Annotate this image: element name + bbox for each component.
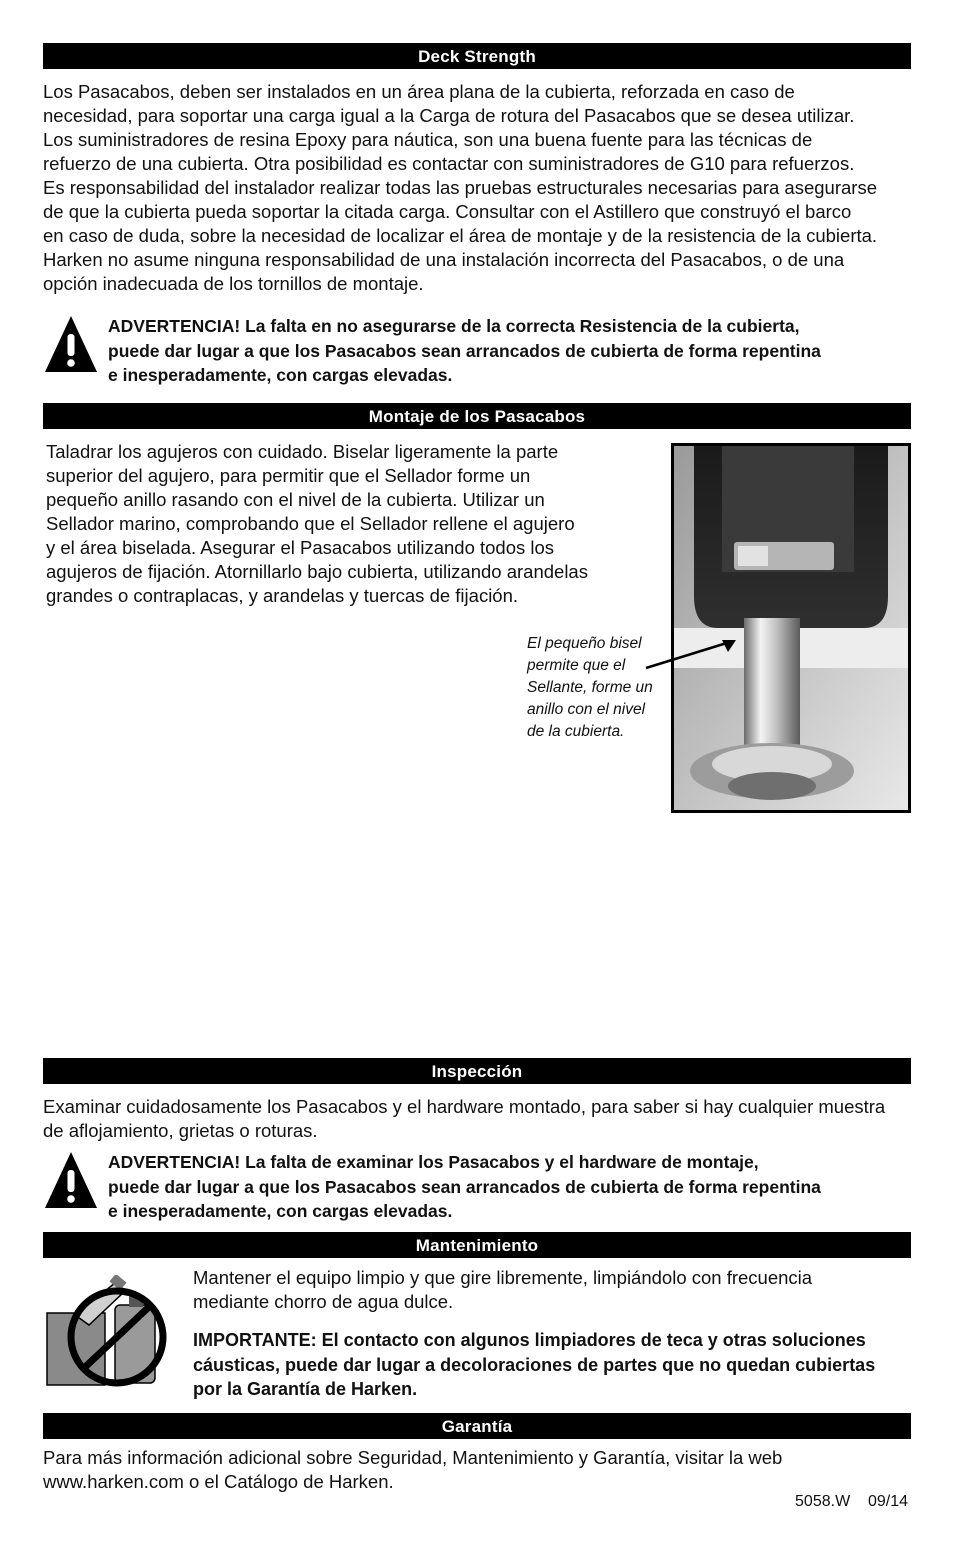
text-line: pequeño anillo rasando con el nivel de la cubierta. Utilizar un — [46, 489, 545, 510]
text-line: Los Pasacabos, deben ser instalados en un área plana de la cubierta, reforzada en caso de — [43, 81, 795, 102]
text-line: refuerzo de una cubierta. Otra posibilidad es contactar con suministradores de G10 para refuerzos. — [43, 153, 855, 174]
photo-caption — [527, 633, 677, 743]
photo-illustration — [674, 446, 908, 810]
montaje-paragraph — [46, 440, 646, 608]
mantenimiento-paragraph — [193, 1266, 911, 1314]
text-line: de que la cubierta pueda soportar la citada carga. Consultar con el Astillero que construyó el barco — [43, 201, 852, 222]
warning-line: ADVERTENCIA! La falta en no asegurarse de la correcta Resistencia de la cubierta, — [108, 316, 800, 336]
text-line: Es responsabilidad del instalador realizar todas las pruebas estructurales necesarias para asegurarse — [43, 177, 877, 198]
text-line: mediante chorro de agua dulce. — [193, 1291, 454, 1312]
garantia-paragraph — [43, 1446, 911, 1494]
text-line: Los suministradores de resina Epoxy para náutica, son una buena fuente para las técnicas de — [43, 129, 813, 150]
warning-line: puede dar lugar a que los Pasacabos sean arrancados de cubierta de forma repentina — [108, 1176, 821, 1197]
important-notice — [193, 1328, 911, 1402]
text-line: de aflojamiento, grietas o roturas. — [43, 1120, 318, 1141]
text-line: Harken no asume ninguna responsabilidad de una instalación incorrecta del Pasacabos, o de una — [43, 249, 845, 270]
text-line: grandes o contraplacas, y arandelas y tuercas de fijación. — [46, 585, 519, 606]
warning-triangle-icon — [43, 1150, 99, 1210]
important-line: cáusticas, puede dar lugar a decoloraciones de partes que no quedan cubiertas — [193, 1354, 876, 1375]
text-line: necesidad, para soportar una carga igual a la Carga de rotura del Pasacabos que se desea utilizar. — [43, 105, 855, 126]
warning-line: ADVERTENCIA! La falta de examinar los Pasacabos y el hardware de montaje, — [108, 1152, 759, 1172]
warning-triangle-icon — [43, 314, 99, 374]
text-line: opción inadecuada de los tornillos de montaje. — [43, 273, 424, 294]
inspeccion-paragraph — [43, 1095, 911, 1143]
section-header-montaje: Montaje de los Pasacabos — [43, 403, 911, 429]
text-line: Para más información adicional sobre Seguridad, Mantenimiento y Garantía, visitar la web — [43, 1447, 783, 1468]
section-header-inspeccion: Inspección — [43, 1058, 911, 1084]
document-number: 5058.W 09/14 — [795, 1493, 908, 1510]
bolt-bevel-photo — [671, 443, 911, 813]
section-header-mantenimiento: Mantenimiento — [43, 1232, 911, 1258]
caption-line: de la cubierta. — [527, 723, 625, 740]
section-header-garantia: Garantía — [43, 1413, 911, 1439]
text-line: en caso de duda, sobre la necesidad de localizar el área de montaje y de la resistencia de la cubierta. — [43, 225, 878, 246]
text-line: y el área biselada. Asegurar el Pasacabos utilizando todos los — [46, 537, 555, 558]
text-line: Sellador marino, comprobando que el Sellador rellene el agujero — [46, 513, 575, 534]
text-line: superior del agujero, para permitir que el Sellador forme un — [46, 465, 531, 486]
text-line: www.harken.com o el Catálogo de Harken. — [43, 1471, 394, 1492]
deck-strength-warning — [43, 314, 911, 390]
no-cleaning-chemicals-icon — [45, 1275, 180, 1390]
caption-line: anillo con el nivel — [527, 701, 646, 718]
warning-line: puede dar lugar a que los Pasacabos sean arrancados de cubierta de forma repentina — [108, 340, 821, 361]
warning-line: e inesperadamente, con cargas elevadas. — [108, 1201, 453, 1221]
text-line: Mantener el equipo limpio y que gire libremente, limpiándolo con frecuencia — [193, 1267, 813, 1288]
warning-line: e inesperadamente, con cargas elevadas. — [108, 365, 453, 385]
important-line: por la Garantía de Harken. — [193, 1379, 418, 1399]
caption-line: permite que el — [527, 657, 626, 674]
text-line: agujeros de fijación. Atornillarlo bajo cubierta, utilizando arandelas — [46, 561, 588, 582]
text-line: Examinar cuidadosamente los Pasacabos y el hardware montado, para saber si hay cualquier muestra — [43, 1096, 886, 1117]
caption-line: El pequeño bisel — [527, 635, 642, 652]
section-header-deck-strength: Deck Strength — [43, 43, 911, 69]
deck-strength-paragraph — [43, 80, 911, 296]
inspeccion-warning — [43, 1150, 911, 1226]
text-line: Taladrar los agujeros con cuidado. Biselar ligeramente la parte — [46, 441, 559, 462]
warning-text — [108, 1150, 908, 1224]
important-line: IMPORTANTE: El contacto con algunos limpiadores de teca y otras soluciones — [193, 1330, 866, 1350]
caption-line: Sellante, forme un — [527, 679, 653, 696]
warning-text — [108, 314, 908, 388]
